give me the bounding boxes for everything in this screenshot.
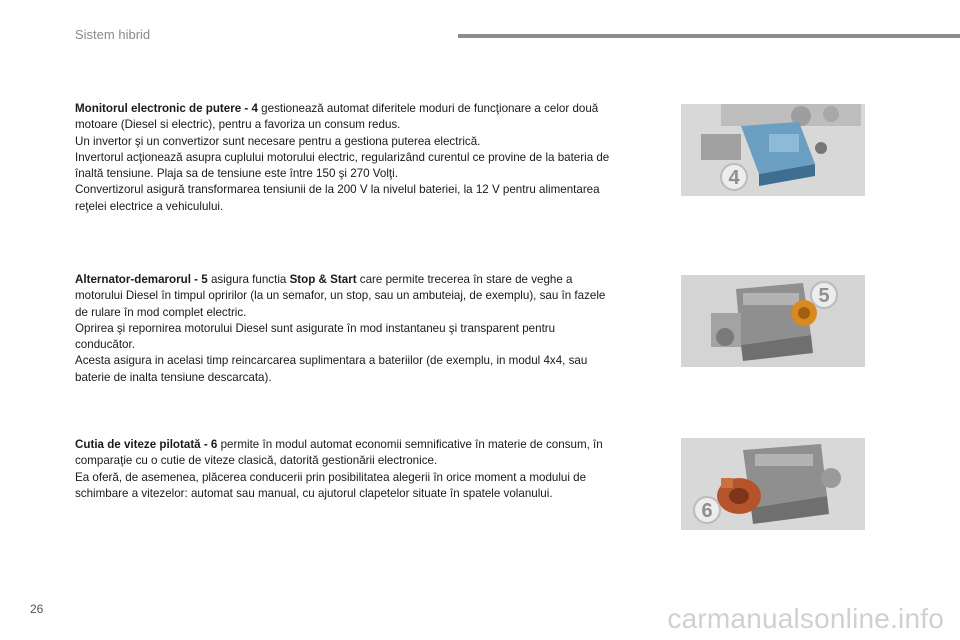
section-lead-text: care permite trecerea în stare de veghe a motorului Diesel în timpul opririlor (la un semafor, un stop, sau un ambuteiaj, de exemplu), sau în fazele de rulare în mod complet electric.: [75, 273, 606, 319]
section-paragraph: Invertorul acţionează asupra cuplului motorului electric, regularizând curentul ce provine de la bateria de înaltă tensiune. Plaja sa de tensiune este între 150 şi 270 Volţi.: [75, 150, 610, 181]
power-module-illustration: [681, 104, 865, 196]
figure-alternator-starter-image: [681, 275, 865, 367]
section-lead-paragraph: [75, 437, 615, 470]
section-paragraph: Acesta asigura in acelasi timp reincarcarea suplimentara a bateriilor (de exemplu, in modul 4x4, sau baterie de inalta tensiune descarcata).: [75, 354, 588, 384]
section-lead-bold: Cutia de viteze pilotată - 6: [75, 438, 218, 451]
header-rule: [458, 34, 960, 38]
section-paragraph: Oprirea şi repornirea motorului Diesel sunt asigurate în mod instantaneu şi transparent pentru conducător.: [75, 321, 556, 352]
section-lead-bold: Alternator-demarorul - 5: [75, 273, 208, 286]
engine-alternator-illustration: [681, 275, 865, 367]
figure-callout-number: 5: [818, 285, 830, 307]
section-lead-paragraph: [75, 101, 615, 134]
figure-callout-number: 4: [728, 167, 740, 189]
section-lead-text: permite în modul automat economii semnificative în materie de consum, în comparaţie cu o cutie de viteze clasică, datorită gestionării electronice.: [75, 438, 603, 468]
section-piloted-gearbox: [75, 437, 615, 502]
section-paragraph: Un invertor şi un convertizor sunt necesare pentru a gestiona puterea electrică.: [75, 134, 481, 148]
watermark-logo: carmanualsonline.info: [667, 603, 944, 634]
page-header-title: Sistem hibrid: [75, 27, 151, 42]
figure-callout-number: 6: [701, 500, 713, 522]
page-number: 26: [30, 602, 44, 616]
figure-power-module-image: [681, 104, 865, 196]
section-lead-text: gestionează automat diferitele moduri de funcţionare a celor două motoare (Diesel si electric), pentru a favoriza un consum redus.: [75, 102, 599, 132]
section-lead-bold-stop-start: Stop & Start: [289, 273, 357, 286]
section-alternator-starter: [75, 272, 615, 386]
section-lead-paragraph: [75, 272, 615, 321]
section-power-monitor: [75, 101, 615, 215]
engine-gearbox-illustration: [681, 438, 865, 530]
section-lead-text: asigura functia: [207, 273, 290, 286]
section-paragraph: Convertizorul asigură transformarea tensiunii de la 200 V la nivelul bateriei, la 12 V pentru alimentarea reţelei electrice a vehiculului.: [75, 183, 600, 213]
section-lead-bold: Monitorul electronic de putere - 4: [75, 102, 258, 115]
figure-gearbox-image: [681, 438, 865, 530]
section-paragraph: Ea oferă, de asemenea, plăcerea conducerii prin posibilitatea alegerii în orice moment a modului de schimbare a vitezelor: automat sau manual, cu ajutorul clapetelor situate în spatele volanului.: [75, 470, 587, 500]
